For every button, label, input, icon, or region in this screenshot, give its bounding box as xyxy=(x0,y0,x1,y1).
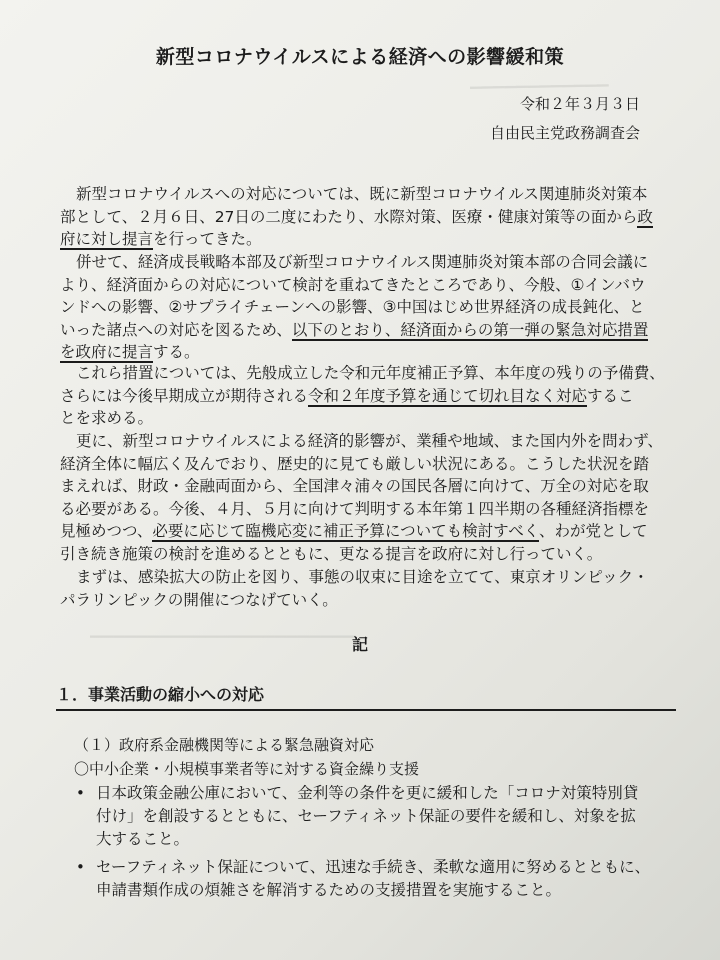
underlined-text: 令和２年度予算を通じて切れ目なく対応 xyxy=(308,386,588,405)
text-line xyxy=(60,385,660,408)
underlined-text: 以下のとおり、経済面からの第一弾の緊急対応措置 xyxy=(291,320,649,339)
text-run: を行ってきた。 xyxy=(153,230,262,248)
text-line: 新型コロナウイルスへの対応については、既に新型コロナウイルス関連肺炎対策本 xyxy=(76,185,648,203)
text-run: 、わが党として xyxy=(538,522,648,540)
text-line: とを求める。 xyxy=(60,409,154,427)
text-run: 部として、２月６日、27日の二度にわたり、水際対策、医療・健康対策等の面から xyxy=(60,207,638,226)
text-line: パラリンピックの開催につなげていく。 xyxy=(60,590,338,609)
text-run: する。 xyxy=(153,343,200,361)
text-line: る必要がある。今後、４月、５月に向けて判明する本年第１四半期の各種経済指標を xyxy=(60,499,650,518)
section-heading: １．事業活動の縮小への対応 xyxy=(56,682,676,711)
subsection-heading: （１）政府系金融機関等による緊急融資対応 xyxy=(74,736,375,754)
intro-paragraph-1 xyxy=(60,183,660,251)
bullet-dot: • xyxy=(76,858,85,876)
intro-paragraph-5 xyxy=(60,566,660,611)
intro-paragraph-4 xyxy=(60,430,663,565)
text-line: 引き続き施策の検討を進めるとともに、更なる提言を政府に対し行っていく。 xyxy=(60,544,603,563)
text-line xyxy=(60,341,660,364)
ki-marker: 記 xyxy=(351,635,368,654)
text-line: 付け」を創設するとともに、セーフティネット保証の要件を緩和し、対象を拡 xyxy=(96,807,636,825)
text-line: 日本政策金融公庫において、金利等の条件を更に緩和した「コロナ対策特別貸 xyxy=(96,784,639,802)
show-through-text: ▁▁▁▁▁▁▁▁▁▁▁▁ xyxy=(469,68,609,90)
circle-item: 〇中小企業・小規模事業者等に対する資金繰り支援 xyxy=(74,760,420,778)
text-run: さらには今後早期成立が期待される xyxy=(60,386,309,405)
text-line: 申請書類作成の煩雑さを解消するための支援措置を実施すること。 xyxy=(96,881,562,899)
text-line: これら措置については、先般成立した令和元年度補正予算、本年度の残りの予備費、 xyxy=(76,364,665,382)
underlined-text: 府に対し提言 xyxy=(60,230,154,248)
text-line xyxy=(60,520,660,543)
intro-paragraph-2 xyxy=(60,251,660,364)
show-through-text: ▁▁▁▁▁▁▁▁▁▁▁▁▁▁▁▁▁▁▁▁▁▁▁ xyxy=(90,620,356,638)
text-line: セーフティネット保証について、迅速な手続き、柔軟な適用に努めるとともに、 xyxy=(96,858,651,876)
bullet-text xyxy=(96,856,650,902)
document-organization: 自由民主党政務調査会 xyxy=(489,124,640,142)
text-line: ンドへの影響、②サプライチェーンへの影響、③中国はじめ世界経済の成長鈍化、と xyxy=(60,298,645,316)
text-run: するこ xyxy=(587,386,634,405)
text-line: 経済全体に幅広く及んでおり、歴史的に見ても厳しい状況にある。こうした状況を踏 xyxy=(60,454,650,473)
text-line xyxy=(60,228,660,251)
document-title: 新型コロナウイルスによる経済への影響緩和策 xyxy=(155,46,565,68)
text-line: 更に、新型コロナウイルスによる経済的影響が、業種や地域、また国内外を問わず、 xyxy=(76,432,663,450)
text-line: 併せて、経済成長戦略本部及び新型コロナウイルス関連肺炎対策本部の合同会議に xyxy=(76,253,649,271)
underlined-text: 政 xyxy=(637,207,653,226)
document-date: 令和２年３月３日 xyxy=(519,95,640,113)
bullet-dot: • xyxy=(76,784,85,802)
text-line: まずは、感染拡大の防止を図り、事態の収束に目途を立てて、東京オリンピック・ xyxy=(76,568,649,586)
text-line xyxy=(60,319,660,342)
underlined-text: 必要に応じて臨機応変に補正予算についても検討すべく xyxy=(152,522,539,540)
bullet-text xyxy=(96,782,638,851)
text-line: まえれば、財政・金融両面から、全国津々浦々の国民各層に向けて、万全の対応を取 xyxy=(60,477,649,495)
text-line: より、経済面からの対応について検討を重ねてきたところであり、今般、①インバウ xyxy=(60,275,646,294)
text-run: 見極めつつ、 xyxy=(60,522,153,540)
underlined-text: を政府に提言 xyxy=(60,343,154,361)
intro-paragraph-3 xyxy=(60,362,665,430)
text-line xyxy=(60,206,660,229)
text-line: 大すること。 xyxy=(96,830,190,848)
text-run: いった諸点への対応を図るため、 xyxy=(60,320,292,339)
